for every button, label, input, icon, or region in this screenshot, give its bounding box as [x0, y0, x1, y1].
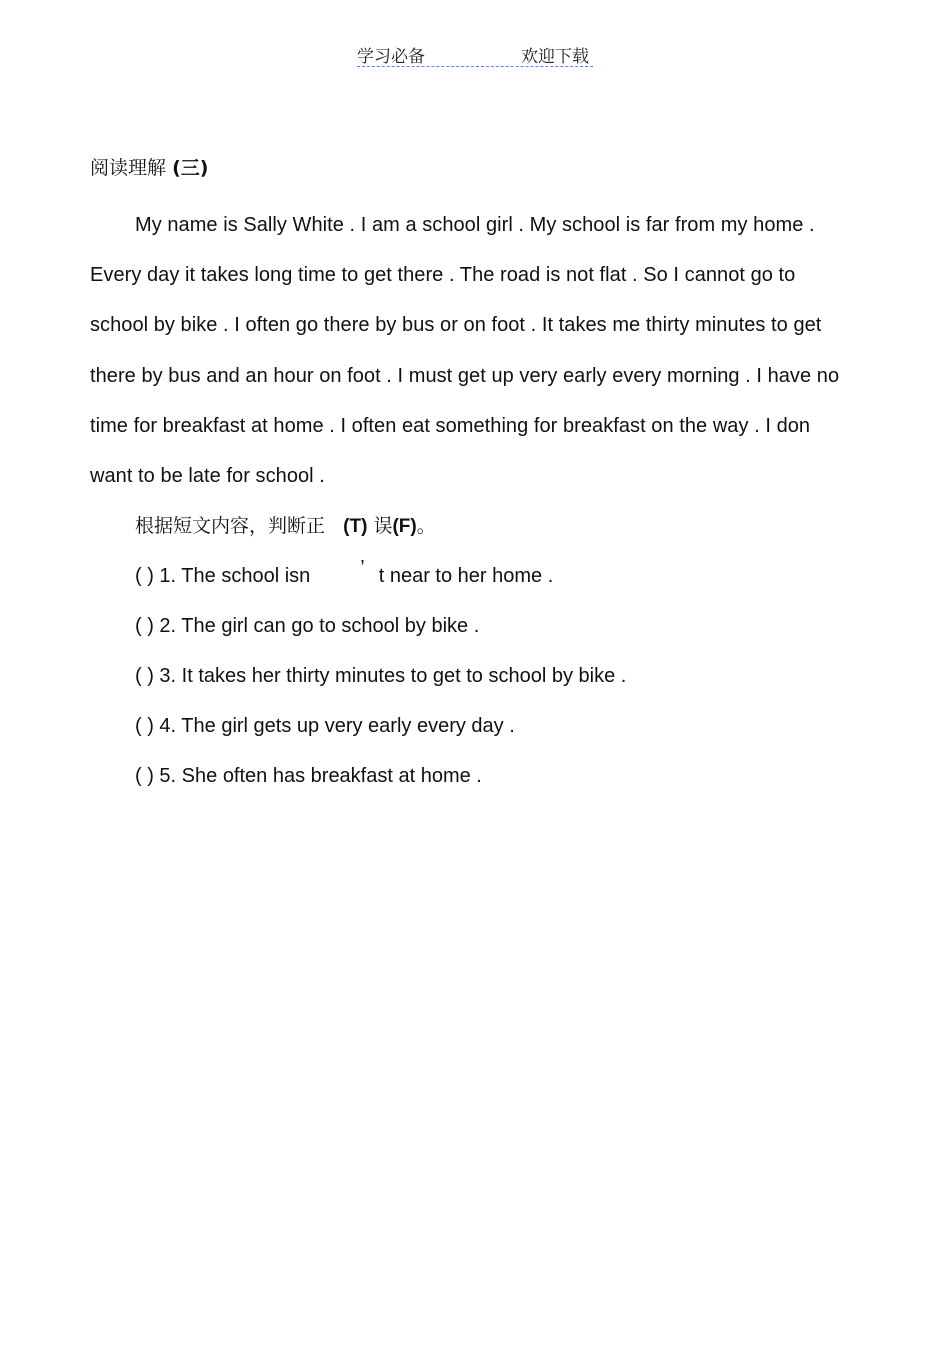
instruction-text: 根据短文内容，判断正 [135, 515, 326, 538]
question-5: ( ) 5. She often has breakfast at home . [135, 765, 482, 788]
question-1-part-a: ( ) 1. The school isn [135, 565, 311, 588]
section-title-label: (三) [172, 157, 209, 179]
passage-line: time for breakfast at home . I often eat something for breakfast on the way . I don [90, 414, 811, 437]
question-1-apostrophe: ’ [360, 557, 365, 580]
instruction-line [135, 501, 880, 551]
question-3: ( ) 3. It takes her thirty minutes to get to school by bike . [135, 665, 627, 688]
header-right-text: 欢迎下载 [521, 47, 589, 67]
passage-line: My name is Sally White . I am a school girl . My school is far from my home . [135, 214, 815, 236]
reading-passage [90, 200, 880, 501]
document-content [90, 150, 880, 801]
instruction-end: 。 [416, 515, 436, 538]
question-4: ( ) 4. The girl gets up very early every day . [135, 715, 515, 738]
page-header [357, 40, 593, 67]
instruction-text-middle: 误 [373, 515, 393, 538]
header-left-text: 学习必备 [357, 47, 425, 67]
true-marker: (T) [343, 516, 368, 538]
section-title-prefix: 阅读理解 [90, 157, 167, 179]
passage-line: want to be late for school . [90, 465, 325, 488]
section-title [90, 150, 880, 186]
passage-line: school by bike . I often go there by bus or on foot . It takes me thirty minutes to get [90, 314, 822, 337]
false-marker: (F) [392, 516, 417, 538]
question-1-part-b: t near to her home . [378, 565, 554, 588]
passage-line: Every day it takes long time to get there . The road is not flat . So I cannot go to [90, 264, 796, 287]
question-1 [135, 551, 880, 601]
passage-line: there by bus and an hour on foot . I must get up very early every morning . I have no [90, 364, 840, 387]
question-2: ( ) 2. The girl can go to school by bike . [135, 615, 480, 638]
